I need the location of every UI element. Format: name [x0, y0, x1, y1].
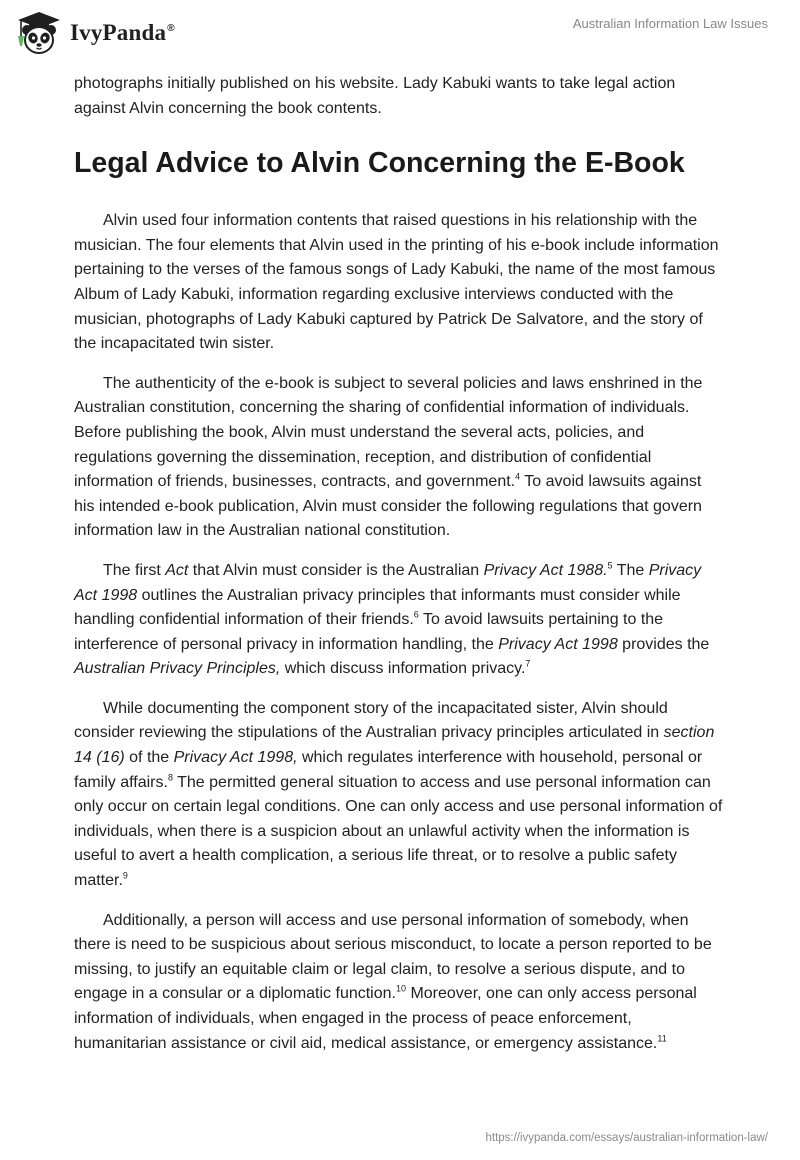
paragraph-text: To avoid lawsuits pertaining to the interference of personal privacy in information handling, the: [74, 611, 664, 653]
intro-paragraph: photographs initially published on his website. Lady Kabuki wants to take legal action against Alvin concerning the book contents.: [74, 75, 676, 117]
paragraph-4: [74, 697, 726, 894]
italic-text: Privacy Act 1988.: [483, 561, 608, 579]
paragraph-text: The authenticity of the e-book is subject to several policies and laws enshrined in the Australian constitution, concerning the sharing of confidential information of individuals. Before publishing the book, Alvin must understand the several acts, policies, and regulations governing the dissemination, reception, and distribution of confidential information of friends, businesses, contracts, and government.: [74, 374, 703, 491]
document-title: Australian Information Law Issues: [572, 16, 768, 31]
paragraph-text: that Alvin must consider is the Australian: [188, 561, 484, 579]
paragraph-text: The permitted general situation to access and use personal information can only occur on certain legal conditions. One can only access and use personal information of individuals, when there is a suspicion about an unlawful activity when the information is useful to avert a health complication, a serious life threat, or to resolve a public safety matter.: [74, 773, 723, 890]
paragraph-5: [74, 909, 726, 1057]
paragraph-text: To avoid lawsuits against his intended e-book publication, Alvin must consider the following regulations that govern information law in the Australian national constitution.: [74, 473, 702, 540]
italic-text: Privacy Act 1998: [74, 561, 702, 604]
brand-name: IvyPanda®: [70, 20, 175, 45]
footnote-ref[interactable]: 6: [413, 609, 419, 620]
italic-text: Privacy Act 1998: [498, 635, 618, 653]
paragraph-3: [74, 559, 726, 682]
page-header: [0, 0, 800, 64]
essay-content: [74, 72, 726, 1071]
paragraph-text: which discuss information privacy.: [280, 660, 526, 678]
italic-text: Privacy Act 1998,: [173, 749, 298, 767]
paragraph-2: [74, 372, 726, 544]
footnote-ref[interactable]: 9: [122, 870, 128, 881]
footnote-ref[interactable]: 8: [167, 772, 173, 783]
paragraph-text: The: [612, 561, 649, 579]
paragraph-1: Alvin used four information contents that raised questions in his relationship with the musician. The four elements that Alvin used in the printing of his e-book include information pertaining to the verses of the famous songs of Lady Kabuki, the name of the most famous Album of Lady Kabuki, information regarding exclusive interviews conducted with the musician, photographs of Lady Kabuki captured by Patrick De Salvatore, and the story of the incapacitated twin sister.: [74, 212, 719, 353]
section-heading: Legal Advice to Alvin Concerning the E-Book: [74, 147, 685, 180]
paragraph-text: The first: [103, 561, 166, 579]
source-url[interactable]: https://ivypanda.com/essays/australian-information-law/: [485, 1132, 768, 1144]
paragraph-text: of the: [124, 749, 174, 767]
paragraph-text: Additionally, a person will access and use personal information of somebody, when there is need to be suspicious about serious misconduct, to locate a person reported to be missing, to justify an equitable claim or legal claim, to resolve a serious dispute, and to engage in a consular or a diplomatic function.: [74, 911, 712, 1003]
italic-text: Act: [165, 561, 189, 579]
paragraph-text: which regulates interference with household, personal or family affairs.: [74, 749, 703, 791]
brand-logo[interactable]: [14, 10, 175, 56]
panda-graduate-icon: [14, 10, 64, 56]
footnote-ref[interactable]: 5: [607, 560, 613, 571]
paragraph-text: outlines the Australian privacy principles that informants must consider while handling confidential information of their friends.: [74, 586, 681, 629]
italic-text: section 14 (16): [74, 724, 715, 767]
paragraph-text: While documenting the component story of the incapacitated sister, Alvin should consider reviewing the stipulations of the Australian privacy principles articulated in: [74, 699, 668, 742]
footnote-ref[interactable]: 7: [525, 658, 531, 669]
registered-mark: ®: [167, 23, 175, 35]
paragraph-text: Moreover, one can only access personal information of individuals, when engaged in the process of peace enforcement, humanitarian assistance or civil aid, medical assistance, or emergency assistance.: [74, 985, 697, 1052]
italic-text: Australian Privacy Principles,: [74, 660, 281, 678]
footnote-ref[interactable]: 11: [657, 1033, 667, 1044]
footnote-ref[interactable]: 4: [515, 471, 521, 482]
paragraph-text: provides the: [617, 635, 710, 653]
footnote-ref[interactable]: 10: [395, 984, 406, 995]
